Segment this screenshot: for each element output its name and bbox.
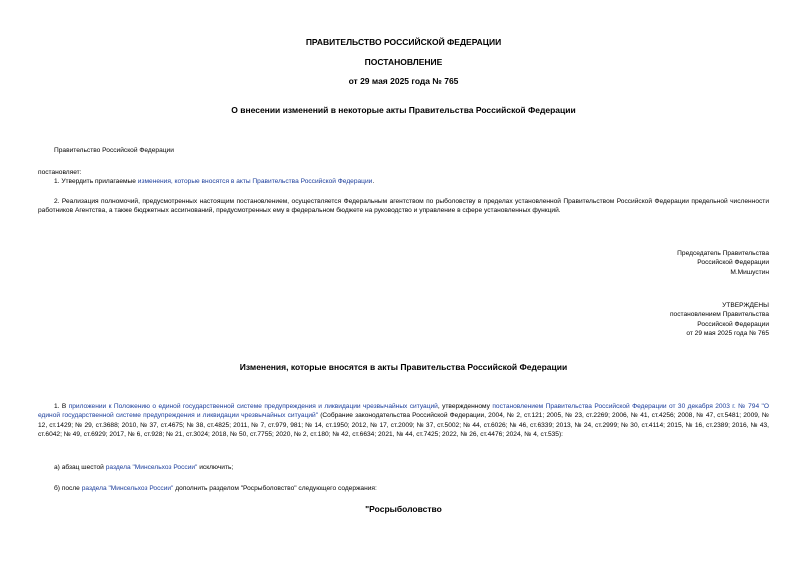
document-date-number: от 29 мая 2025 года № 765 [348,76,459,86]
approved-block [670,301,769,339]
regulation-annex-link[interactable]: приложении к Положению о единой государственной системе предупреждения и ликвидации чрезвычайных ситуаций [68,403,438,410]
preamble-verb: постановляет: [38,169,82,176]
item-1-suffix: . [372,178,375,185]
minselkhoz-section-link-a[interactable]: раздела "Минсельхоз России" [105,464,198,471]
item-1-prefix: 1. Утвердить прилагаемые [54,178,138,185]
resolution-794-link[interactable]: постановлением Правительства Российской Федерации от 30 декабря 2003 г. № 794 "О единой государственной системе предупреждения и ликвидации чрезвычайных ситуаций" [38,403,769,420]
item-a-suffix: исключить; [197,464,234,471]
item-b-suffix: дополнить разделом "Росрыболовство" следующего содержания: [173,485,377,492]
changes-item-b [54,484,377,493]
minselkhoz-section-link-b[interactable]: раздела "Минсельхоз России" [81,485,174,492]
document-type: ПОСТАНОВЛЕНИЕ [364,57,443,67]
approved-label: УТВЕРЖДЕНЫ [722,302,769,309]
p1-prefix: 1. В [54,403,69,410]
item-1 [54,177,374,186]
preamble-subject: Правительство Российской Федерации [54,147,174,154]
government-title: ПРАВИТЕЛЬСТВО РОССИЙСКОЙ ФЕДЕРАЦИИ [305,37,502,47]
approved-org: Российской Федерации [697,320,769,328]
signature-name: М.Мишустин [730,268,769,276]
signature-block [677,249,769,277]
changes-title: Изменения, которые вносятся в акты Правительства Российской Федерации [239,362,568,372]
p1-middle: , утвержденному [437,403,493,410]
approved-date: от 29 мая 2025 года № 765 [686,330,769,338]
item-2: 2. Реализация полномочий, предусмотренных настоящим постановлением, осуществляется Федеральным агентством по рыболовству в пределах установленной Правительством Российской Федерации предельной численности работников Агентства, а также бюджетных ассигнований, предусмотренных ему в федеральном бюджете на руководство и управление в сфере установленных функций. [38,198,769,215]
p1-sources: (Собрание законодательства Российской Федерации, 2004, № 2, ст.121; 2005, № 23, ст.2269; 2006, № 41, ст.4256; 2008, № 47, ст.5481; 2009, № 12, ст.1429; № 29, ст.3688; 2010, № 37, ст.4675; № 38, ст.4825; 2011, № 7, ст.979, 981; № 14, ст.1950; 2012, № 17, ст.2009; № 37, ст.5002; № 44, ст.6026; № 46, ст.6339; 2013, № 24, ст.2999; № 30, ст.4114; 2015, № 16, ст.2389; 2016, № 43, ст.6042; № 49, ст.6929; 2017, № 6, ст.928; № 21, ст.3024; 2018, № 50, ст.7755; 2020, № 2, ст.180; № 42, ст.6634; 2021, № 44, ст.7425; 2022, № 26, ст.4476; 2024, № 4, ст.535): [38,412,769,439]
signature-org: Российской Федерации [697,259,769,267]
signature-position: Председатель Правительства [677,250,769,257]
changes-link[interactable]: изменения, которые вносятся в акты Правительства Российской Федерации [137,178,373,185]
approved-by: постановлением Правительства [669,311,769,319]
section-heading: "Росрыболовство [365,504,442,514]
item-b-prefix: б) после [54,485,82,492]
changes-item-a [54,463,233,472]
item-a-prefix: а) абзац шестой [54,464,106,471]
document-title: О внесении изменений в некоторые акты Правительства Российской Федерации [231,105,576,115]
changes-paragraph-1 [38,402,769,440]
